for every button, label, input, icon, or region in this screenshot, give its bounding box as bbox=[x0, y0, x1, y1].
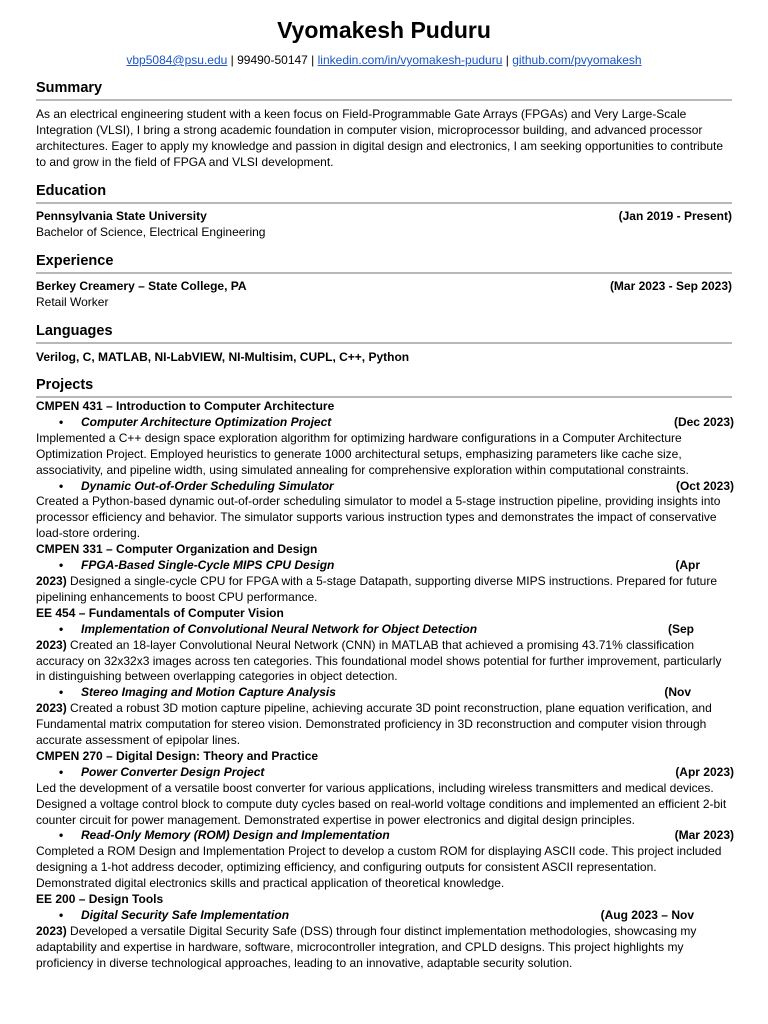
contact-line bbox=[36, 52, 732, 68]
project-date: (Aug 2023 – Nov bbox=[600, 908, 694, 922]
languages-list: Verilog, C, MATLAB, NI-LabVIEW, NI-Multisim, CUPL, C++, Python bbox=[36, 350, 410, 364]
project-date-continued: 2023) bbox=[36, 637, 67, 652]
project-title: • Power Converter Design Project bbox=[36, 765, 264, 781]
phone-number: 99490-50147 bbox=[237, 53, 308, 67]
project-date-continued: 2023) bbox=[36, 573, 67, 588]
course-title: EE 200 – Design Tools bbox=[36, 892, 164, 907]
course-title: EE 454 – Fundamentals of Computer Vision bbox=[36, 605, 284, 620]
languages-heading: Languages bbox=[36, 322, 732, 344]
school-name: Pennsylvania State University bbox=[36, 209, 207, 223]
experience-entry bbox=[36, 278, 732, 310]
project-title: • Stereo Imaging and Motion Capture Analysis bbox=[36, 685, 336, 701]
project-date: (Nov bbox=[664, 685, 691, 700]
project-title-row bbox=[36, 415, 734, 431]
contact-separator: | bbox=[227, 53, 238, 67]
project-title: • FPGA-Based Single-Cycle MIPS CPU Design bbox=[36, 558, 334, 574]
education-entry bbox=[36, 208, 732, 240]
project-title-row bbox=[36, 558, 734, 574]
project-title-row bbox=[36, 479, 734, 495]
project-description-text: Developed a versatile Digital Security Safe (DSS) through four distinct implementation methodologies, showcasing my adaptability and expertise in hardware, software, microcontroller integration, and CPLD designs. This project highlights my proficiency in diverse technological approaches, leading to an innovative, adaptable security solution. bbox=[36, 923, 697, 970]
project-date: (Sep bbox=[667, 621, 694, 636]
project-date: (Oct 2023) bbox=[675, 478, 734, 493]
course-title: CMPEN 331 – Computer Organization and Design bbox=[36, 542, 318, 557]
project-description bbox=[36, 638, 734, 686]
course-title: CMPEN 431 – Introduction to Computer Architecture bbox=[36, 399, 335, 413]
candidate-name: Vyomakesh Puduru bbox=[277, 17, 491, 43]
project-description-text: Designed a single-cycle CPU for FPGA with a 5-stage Datapath, supporting diverse MIPS instructions. Prepared for future pipelining enhancements to boost CPU performance. bbox=[36, 573, 718, 604]
project-title: • Computer Architecture Optimization Project bbox=[36, 415, 331, 431]
project-date-continued: 2023) bbox=[36, 923, 67, 938]
project-description bbox=[36, 701, 734, 749]
project-title-row bbox=[36, 685, 734, 701]
summary-heading: Summary bbox=[36, 79, 732, 101]
experience-heading: Experience bbox=[36, 252, 732, 274]
linkedin-link[interactable]: linkedin.com/in/vyomakesh-puduru bbox=[317, 53, 503, 67]
summary-text: As an electrical engineering student with a keen focus on Field-Programmable Gate Arrays (FPGAs) and Very Large-Scale Integration (VLSI), I bring a strong academic foundation in computer vision, microprocessor building, and advanced processor architectures. Eager to apply my knowledge and passion in digital design and electronics, I am seeking opportunities to contribute to and grow in the field of FPGA and VLSI development. bbox=[36, 107, 724, 169]
project-date: (Apr bbox=[675, 558, 700, 573]
project-date: (Apr 2023) bbox=[675, 764, 734, 779]
education-dates: (Jan 2019 - Present) bbox=[618, 209, 732, 223]
email-link[interactable]: vbp5084@psu.edu bbox=[126, 53, 228, 67]
project-description-text: Created an 18-layer Convolutional Neural Network (CNN) in MATLAB that achieved a promising 43.71% classification accuracy on 32x32x3 images across ten categories. This foundational model shows potential for further improvement, particularly in distinguishing between overlapping categories in object detection. bbox=[36, 637, 722, 684]
contact-separator: | bbox=[502, 53, 513, 67]
project-date: (Dec 2023) bbox=[673, 414, 734, 429]
projects-heading: Projects bbox=[36, 376, 732, 398]
experience-dates: (Mar 2023 - Sep 2023) bbox=[609, 279, 732, 293]
project-title: • Read-Only Memory (ROM) Design and Implementation bbox=[36, 828, 390, 844]
project-title-row bbox=[36, 622, 734, 638]
project-title-row bbox=[36, 828, 734, 844]
project-title: • Implementation of Convolutional Neural Network for Object Detection bbox=[36, 622, 477, 638]
project-title-row bbox=[36, 765, 734, 781]
project-date-continued: 2023) bbox=[36, 701, 67, 716]
project-description bbox=[36, 924, 734, 972]
project-date: (Mar 2023) bbox=[674, 828, 734, 843]
projects-list bbox=[36, 399, 734, 972]
project-title-row bbox=[36, 908, 734, 924]
project-title: • Digital Security Safe Implementation bbox=[36, 908, 289, 924]
project-description-text: Created a robust 3D motion capture pipeline, achieving accurate 3D point reconstruction, plane equation verification, and Fundamental matrix computation for stereo vision. Demonstrated proficiency in 3D reconstruction and computer vision through accurate assessment of epipolar lines. bbox=[36, 701, 712, 748]
job-role: Retail Worker bbox=[36, 295, 109, 309]
github-link[interactable]: github.com/pvyomakesh bbox=[512, 53, 642, 67]
project-description bbox=[36, 574, 734, 606]
project-title: • Dynamic Out-of-Order Scheduling Simulator bbox=[36, 479, 334, 495]
employer: Berkey Creamery – State College, PA bbox=[36, 279, 247, 293]
project-description: Completed a ROM Design and Implementation Project to develop a custom ROM for displaying ASCII code. This project included designing a 1-hot address decoder, optimizing efficiency, and configuring outputs for consistent ASCII representation. Demonstrated digital electronics skills and practical application of theoretical knowledge. bbox=[36, 844, 722, 891]
education-heading: Education bbox=[36, 182, 732, 204]
project-description: Led the development of a versatile boost converter for various applications, including wireless transmitters and medical devices. Designed a voltage control block to compute duty cycles based on real-world voltage conditions and implemented an efficient 2-bit counter circuit for power management. Demonstrated expertise in power electronics and digital design principles. bbox=[36, 780, 727, 827]
degree: Bachelor of Science, Electrical Engineering bbox=[36, 225, 266, 239]
project-description: Implemented a C++ design space exploration algorithm for optimizing hardware configurations in a Computer Architecture Optimization Project. Employed heuristics to generate 1000 architectural setups, emphasizing parameters like cache size, associativity, and pipeline width, using simulated annealing for comprehensive exploration within computational constraints. bbox=[36, 430, 689, 477]
contact-separator: | bbox=[307, 53, 318, 67]
course-title: CMPEN 270 – Digital Design: Theory and Practice bbox=[36, 748, 319, 763]
project-description: Created a Python-based dynamic out-of-order scheduling simulator to model a 5-stage instruction pipeline, providing insights into processor efficiency and behavior. The simulator supports various instruction types and demonstrates the impact of conservative load-store ordering. bbox=[36, 494, 721, 541]
